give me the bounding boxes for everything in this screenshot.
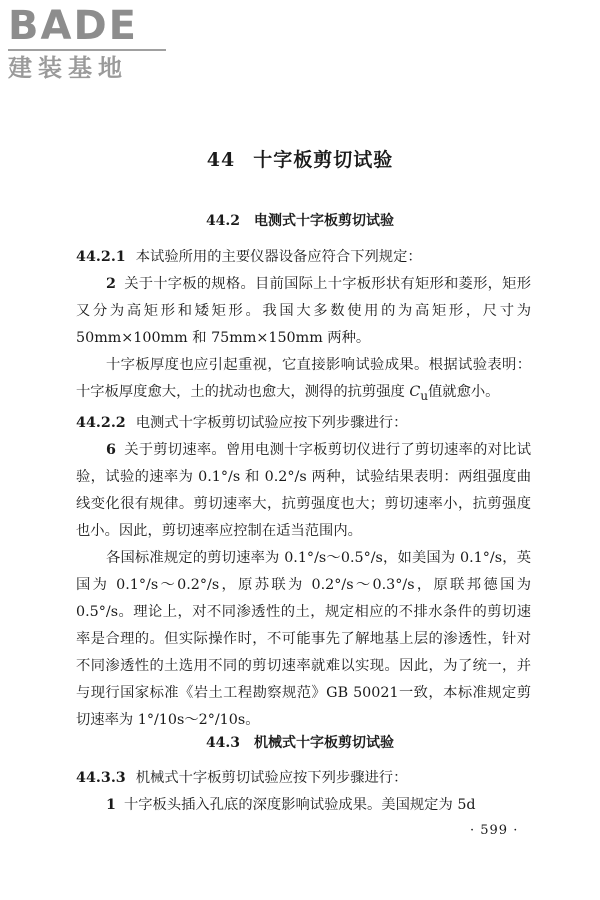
item-text: 关于十字板的规格。目前国际上十字板形状有矩形和菱形，矩形又分为高矩形和矮矩形。我国大多数使用的为高矩形，尺寸为 50mm×100mm 和 75mm×150mm 两种。 (76, 276, 531, 346)
section-heading-44-3 (0, 732, 600, 752)
paragraph-text: 值就愈小。 (428, 384, 500, 400)
section-title-text: 机械式十字板剪切试验 (254, 735, 395, 751)
logo-subtitle: 建装基地 (8, 54, 128, 82)
page-number: · 599 · (470, 823, 519, 838)
item-2 (76, 271, 531, 352)
clause-number: 44.3.3 (76, 770, 126, 786)
clause-44-2-2 (76, 410, 531, 437)
item-1 (76, 792, 531, 819)
section-heading-44-2 (0, 210, 600, 230)
clause-number: 44.2.1 (76, 249, 126, 265)
section-number: 44.3 (205, 735, 241, 751)
clause-text: 本试验所用的主要仪器设备应符合下列规定： (135, 249, 422, 265)
clause-text: 机械式十字板剪切试验应按下列步骤进行： (135, 770, 408, 786)
item-number: 1 (106, 797, 116, 813)
cu-symbol: C (409, 384, 421, 400)
section-number: 44.2 (205, 213, 241, 229)
paragraph-plate-thickness (76, 352, 531, 410)
item-text: 关于剪切速率。曾用电测十字板剪切仪进行了剪切速率的对比试验，试验的速率为 0.1°/s 和 0.2°/s 两种，试验结果表明：两组强度曲线变化很有规律。剪切速率大，抗剪强度也大；剪切速率小，抗剪强度也小。因此，剪切速率应控制在适当范围内。 (76, 441, 531, 539)
clause-text: 电测式十字板剪切试验应按下列步骤进行： (135, 414, 408, 431)
chapter-title (0, 145, 600, 172)
chapter-title-text: 十字板剪切试验 (253, 149, 394, 171)
bade-logo (8, 3, 178, 82)
item-number: 2 (106, 276, 116, 292)
section-title-text: 电测式十字板剪切试验 (254, 213, 395, 229)
paragraph-text: 十字板厚度也应引起重视，它直接影响试验成果。根据试验表明：十字板厚度愈大，土的扰动也愈大，测得的抗剪强度 (76, 357, 531, 400)
chapter-number: 44 (206, 149, 236, 171)
logo-wordmark: BADE (8, 3, 138, 49)
item-number: 6 (106, 441, 116, 458)
clause-number: 44.2.2 (76, 414, 126, 431)
clause-44-3-3 (76, 765, 531, 792)
section-44-2-body (76, 244, 531, 734)
section-44-3-body (76, 765, 531, 819)
item-6 (76, 437, 531, 545)
paragraph-shear-rate-standards: 各国标准规定的剪切速率为 0.1°/s～0.5°/s，如美国为 0.1°/s，英国为 0.1°/s～0.2°/s，原苏联为 0.2°/s～0.3°/s，原联邦德国为 0.5°/s。理论上，对不同渗透性的土，规定相应的不排水条件的剪切速率是合理的。但实际操作时，不可能事先了解地基上层的渗透性，针对不同渗透性的土选用不同的剪切速率就难以实现。因此，为了统一，并与现行国家标准《岩土工程勘察规范》GB 50021一致，本标准规定剪切速率为 1°/10s～2°/10s。 (76, 549, 531, 728)
item-text: 十字板头插入孔底的深度影响试验成果。美国规定为 5d (123, 797, 476, 813)
clause-44-2-1 (76, 244, 531, 271)
cu-subscript: u (420, 388, 428, 403)
logo-divider (8, 49, 166, 51)
